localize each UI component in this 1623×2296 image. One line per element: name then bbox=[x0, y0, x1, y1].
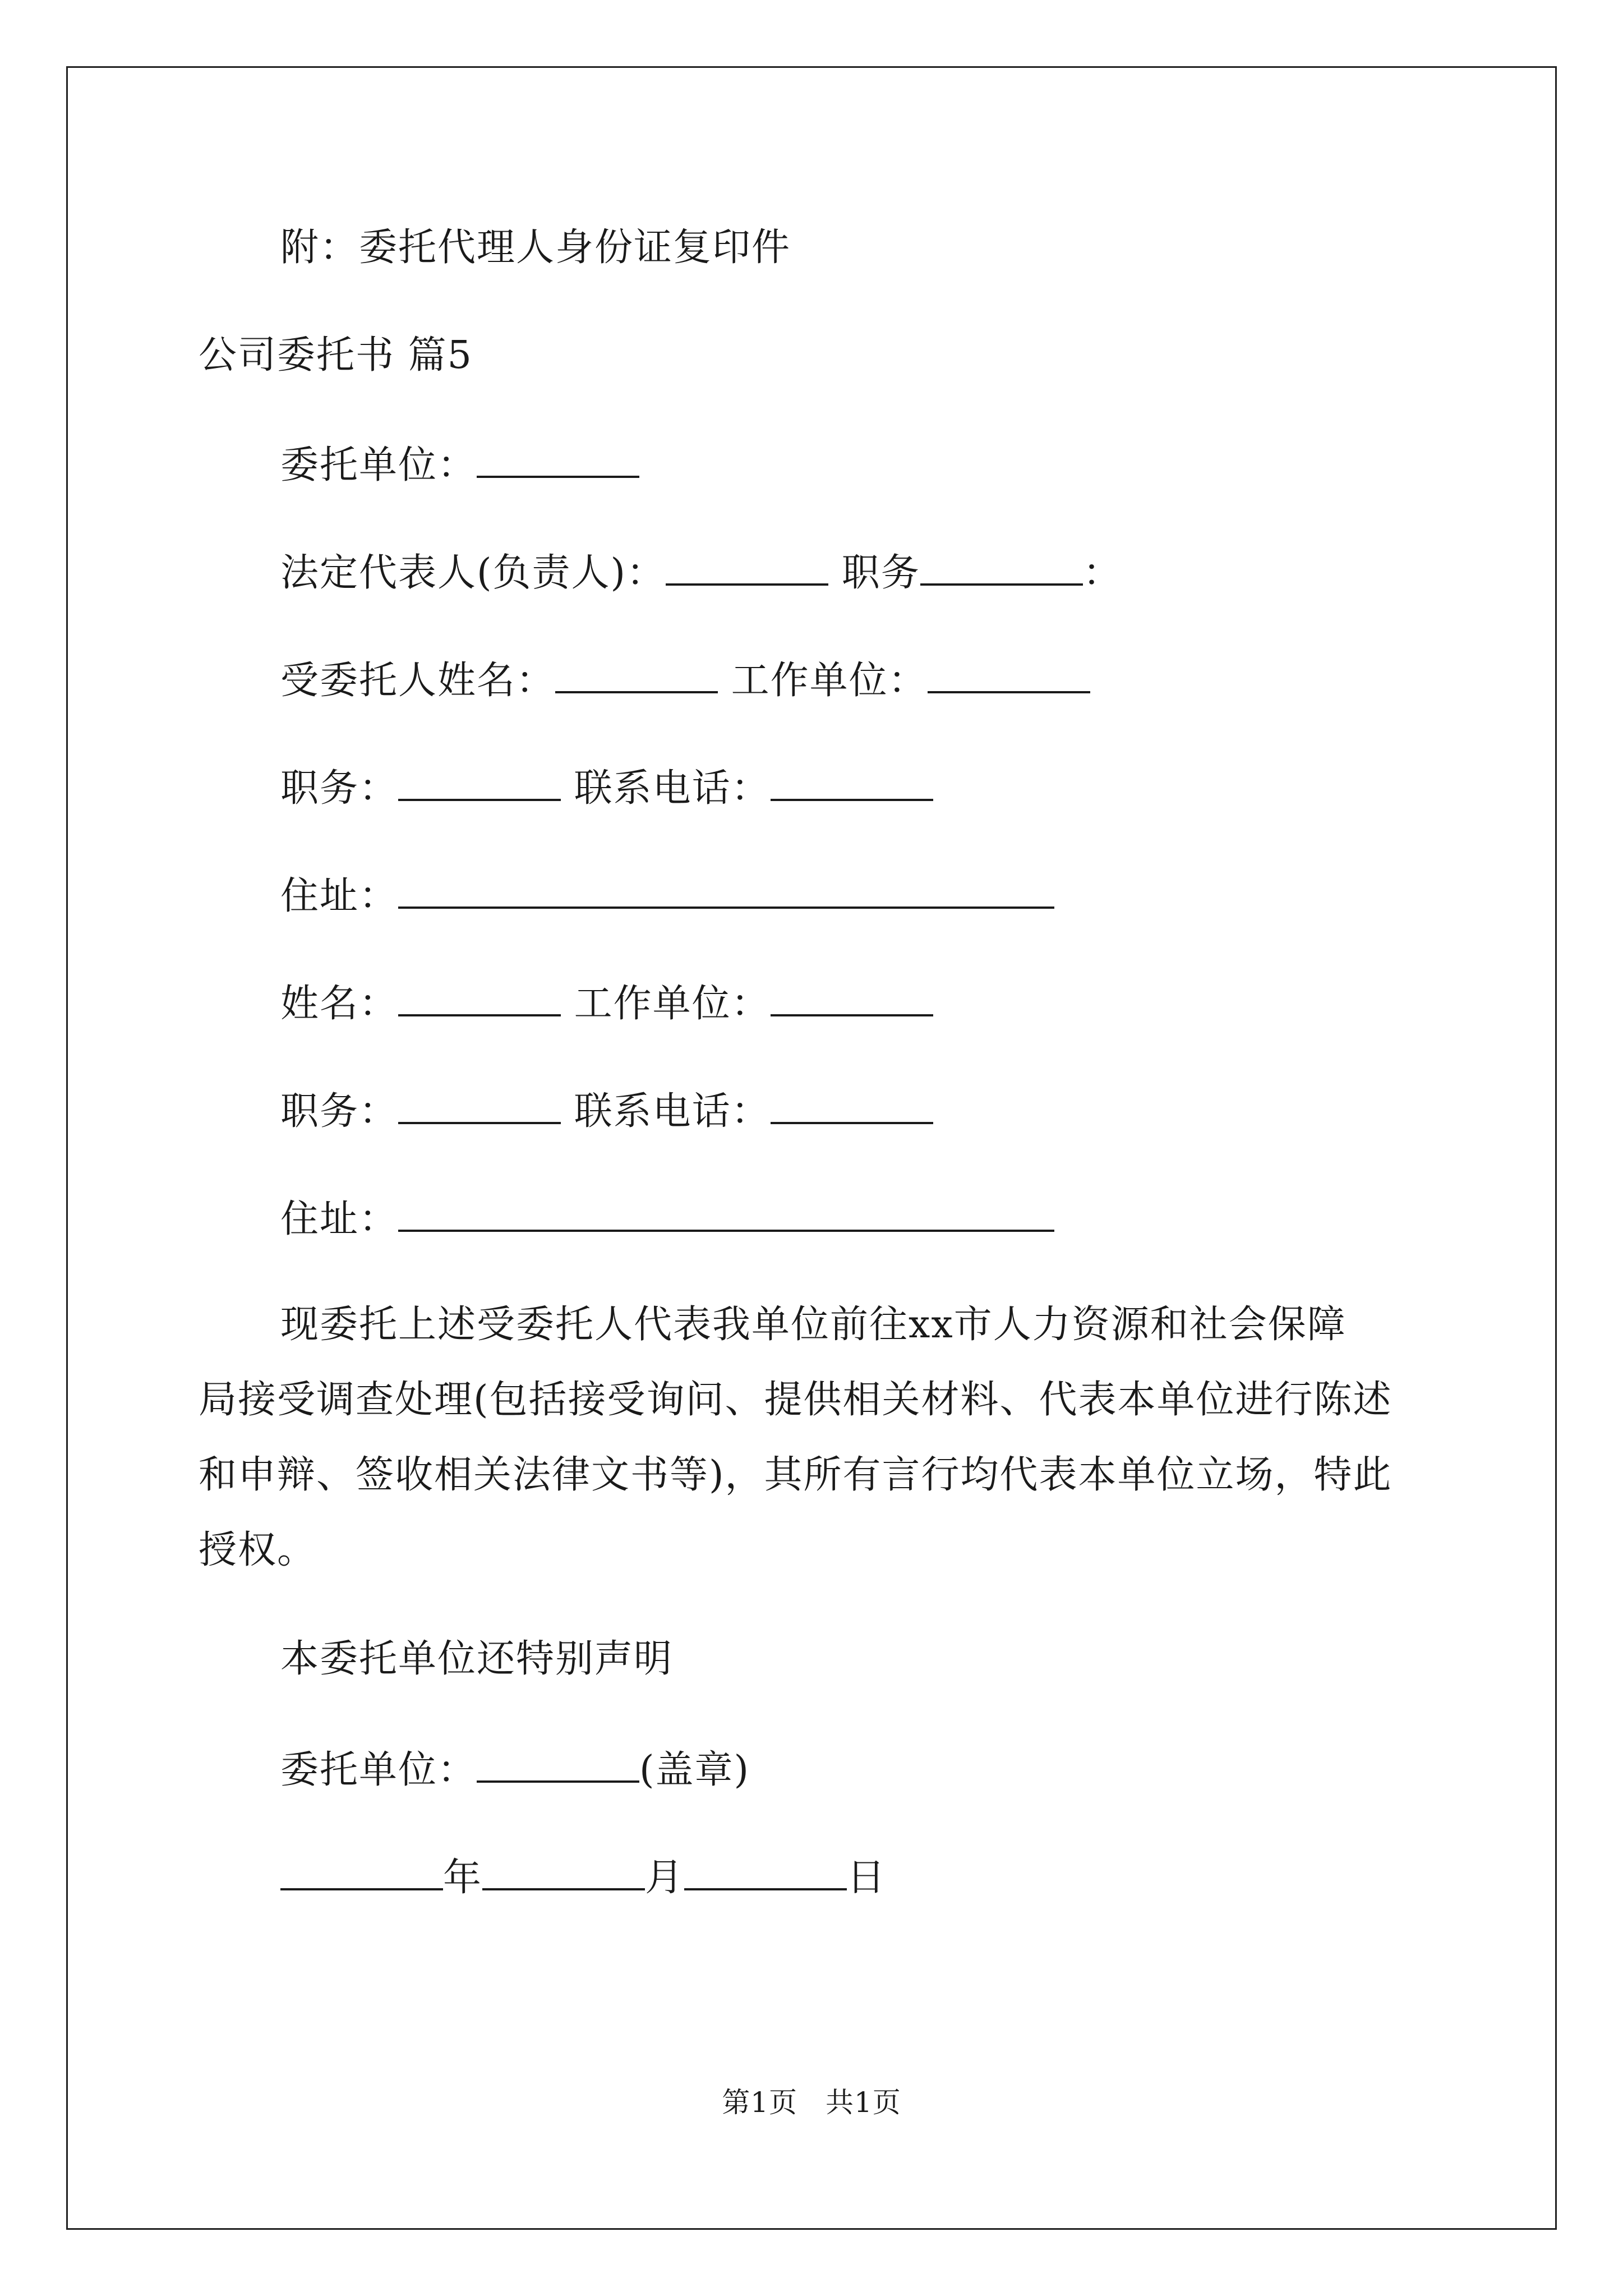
principal-blank[interactable] bbox=[477, 441, 639, 478]
agent2-name-row bbox=[280, 979, 933, 1027]
agent-address-blank[interactable] bbox=[398, 872, 1054, 909]
date-row bbox=[280, 1853, 886, 1901]
agent-phone-label: 联系电话： bbox=[574, 766, 771, 811]
page-footer bbox=[0, 2086, 1623, 2119]
agent2-work-unit-label: 工作单位： bbox=[574, 982, 771, 1026]
agent-address-label: 住址： bbox=[280, 874, 399, 918]
year-label: 年 bbox=[443, 1856, 483, 1900]
legal-rep-title-label: 职务 bbox=[841, 551, 920, 595]
agent2-address-blank[interactable] bbox=[398, 1195, 1054, 1232]
agent-position-row bbox=[280, 764, 933, 811]
agent2-position-label: 职务： bbox=[280, 1089, 399, 1134]
seal-row bbox=[280, 1746, 750, 1793]
agent-position-label: 职务： bbox=[280, 766, 399, 811]
principal-row bbox=[280, 441, 639, 488]
agent2-name-label: 姓名： bbox=[280, 982, 399, 1026]
agent2-address-label: 住址： bbox=[280, 1197, 399, 1241]
legal-rep-title-blank[interactable] bbox=[920, 549, 1083, 586]
legal-rep-blank[interactable] bbox=[666, 549, 828, 586]
agent2-work-unit-blank[interactable] bbox=[771, 979, 933, 1016]
body-line-1: 现委托上述受委托人代表我单位前往xx市人力资源和社会保障 bbox=[280, 1303, 1347, 1347]
page-number-total: 共1页 bbox=[826, 2086, 901, 2119]
seal-principal-blank[interactable] bbox=[477, 1746, 639, 1783]
agent-name-label: 受委托人姓名： bbox=[280, 659, 556, 703]
body-line-3: 和申辩、签收相关法律文书等)，其所有言行均代表本单位立场，特此 bbox=[199, 1453, 1393, 1497]
agent-phone-blank[interactable] bbox=[771, 764, 933, 801]
legal-rep-label: 法定代表人(负责人)： bbox=[280, 551, 666, 595]
agent2-address-row bbox=[280, 1195, 1054, 1242]
month-label: 月 bbox=[645, 1856, 685, 1900]
principal-label: 委托单位： bbox=[280, 443, 477, 487]
agent-name-blank[interactable] bbox=[555, 656, 718, 693]
attachment-line: 附：委托代理人身份证复印件 bbox=[280, 226, 791, 270]
agent-work-unit-blank[interactable] bbox=[928, 656, 1090, 693]
agent2-position-row bbox=[280, 1087, 933, 1134]
agent-position-blank[interactable] bbox=[398, 764, 561, 801]
seal-principal-label: 委托单位： bbox=[280, 1748, 477, 1792]
body-line-4: 授权。 bbox=[199, 1528, 317, 1572]
day-blank[interactable] bbox=[684, 1853, 847, 1890]
section-heading: 公司委托书 篇5 bbox=[199, 333, 473, 378]
agent-name-row bbox=[280, 656, 1090, 703]
agent-address-row bbox=[280, 872, 1054, 919]
body-line-2: 局接受调查处理(包括接受询问、提供相关材料、代表本单位进行陈述 bbox=[199, 1378, 1393, 1422]
day-label: 日 bbox=[847, 1856, 887, 1900]
seal-label: (盖章) bbox=[639, 1748, 750, 1792]
legal-rep-end-mark: ： bbox=[1082, 551, 1122, 595]
year-blank[interactable] bbox=[280, 1853, 443, 1890]
legal-rep-row bbox=[280, 549, 1122, 596]
agent2-name-blank[interactable] bbox=[398, 979, 561, 1016]
special-statement: 本委托单位还特别声明 bbox=[280, 1637, 674, 1681]
agent-work-unit-label: 工作单位： bbox=[731, 659, 928, 703]
page-number-current: 第1页 bbox=[722, 2086, 797, 2119]
month-blank[interactable] bbox=[482, 1853, 645, 1890]
page-border bbox=[66, 66, 1557, 2230]
agent2-phone-blank[interactable] bbox=[771, 1087, 933, 1124]
agent2-position-blank[interactable] bbox=[398, 1087, 561, 1124]
agent2-phone-label: 联系电话： bbox=[574, 1089, 771, 1134]
